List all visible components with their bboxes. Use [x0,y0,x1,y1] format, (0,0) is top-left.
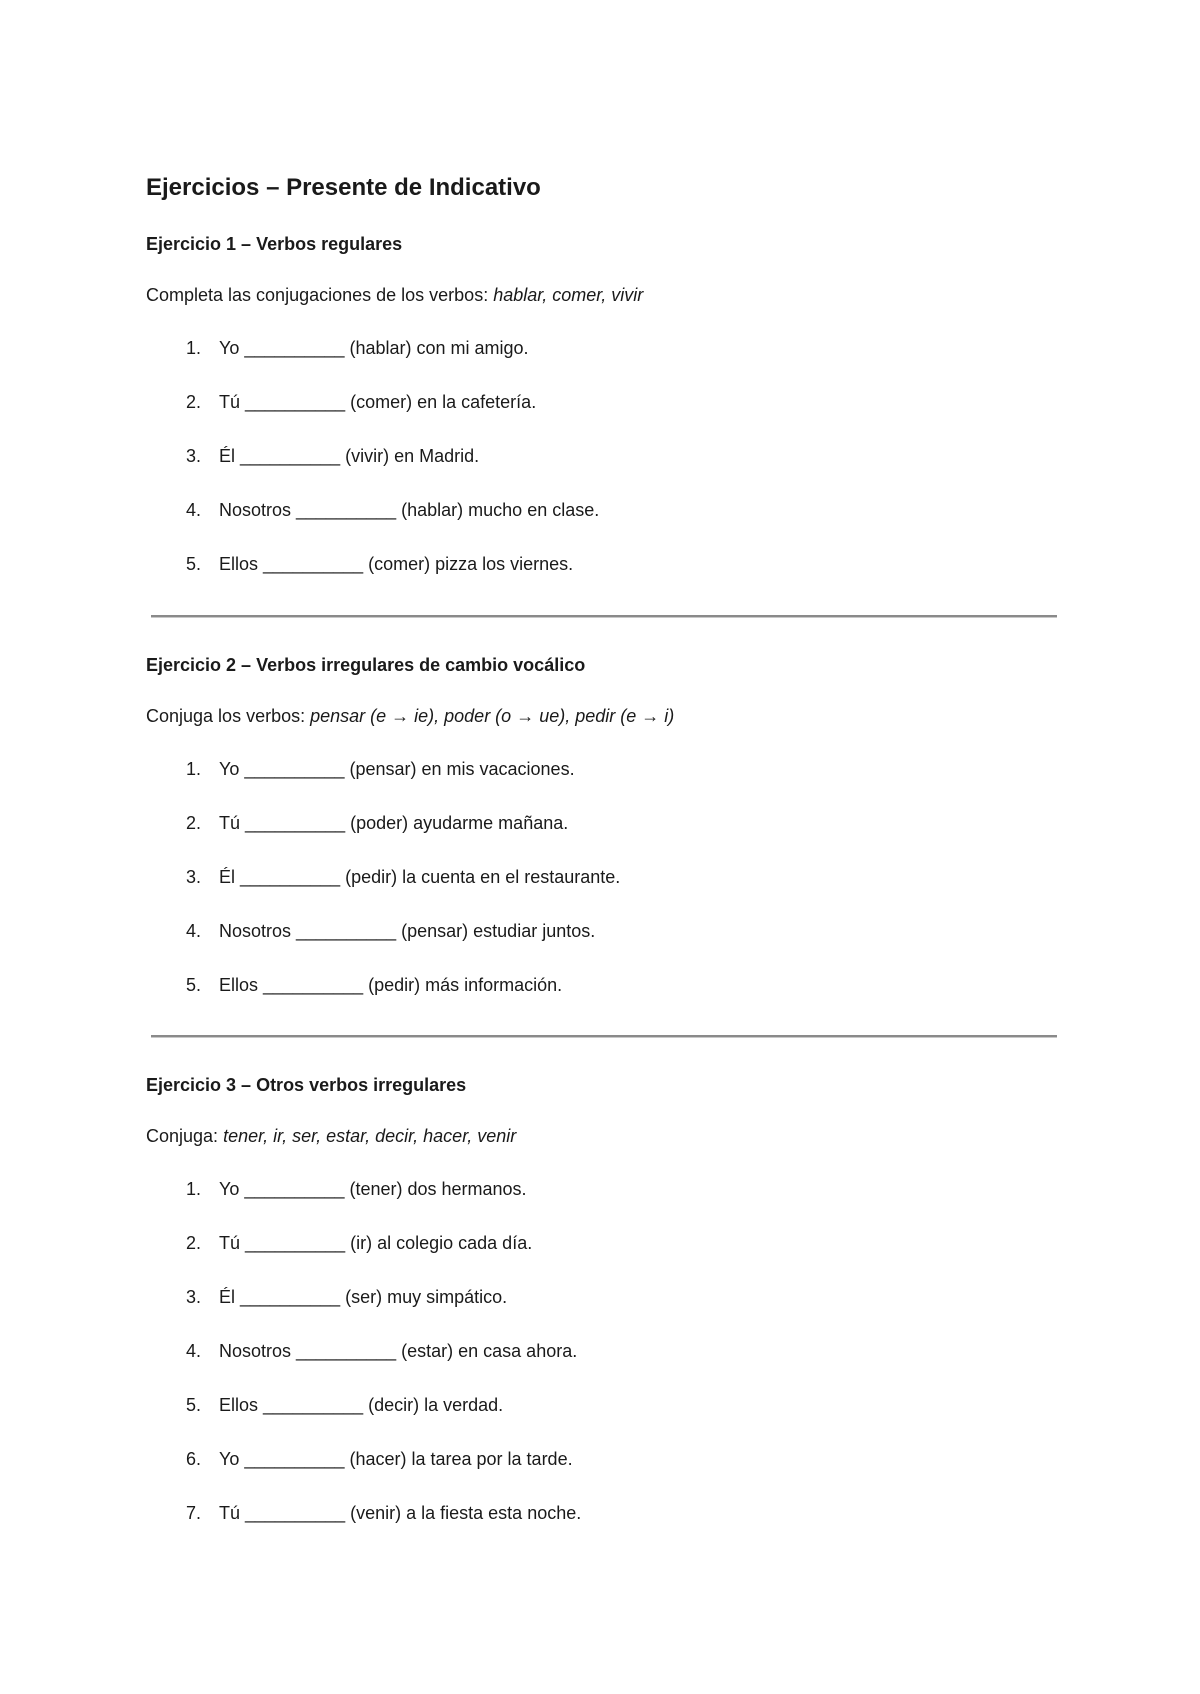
item-number: 2. [185,392,201,412]
exercise-3 [146,1073,1066,1525]
list-item [146,1393,1066,1417]
exercise-2-heading: Ejercicio 2 – Verbos irregulares de cambio vocálico [146,655,586,675]
list-item [146,1339,1066,1363]
item-sentence: Yo __________ (tener) dos hermanos. [219,1179,527,1199]
item-sentence: Él __________ (ser) muy simpático. [219,1287,508,1307]
list-item [146,1501,1066,1525]
exercise-1 [146,232,1066,576]
list-item [146,1177,1066,1201]
item-number: 1. [185,1179,201,1199]
exercise-3-heading: Ejercicio 3 – Otros verbos irregulares [146,1075,467,1095]
list-item [146,973,1066,997]
exercise-3-instructions [146,1124,1066,1148]
item-number: 2. [185,1233,201,1253]
instruction-text: Conjuga: [146,1126,224,1146]
item-sentence: Yo __________ (hacer) la tarea por la tarde. [219,1449,573,1469]
list-item [146,1447,1066,1471]
list-item [146,552,1066,576]
item-number: 6. [185,1449,201,1469]
item-number: 3. [185,446,201,466]
exercise-1-instructions [146,283,1066,307]
item-sentence: Nosotros __________ (hablar) mucho en clase. [219,500,600,520]
instruction-text: Conjuga los verbos: [146,706,311,726]
item-sentence: Ellos __________ (decir) la verdad. [219,1395,504,1415]
instruction-verbs: hablar, comer, vivir [493,285,644,305]
item-sentence: Tú __________ (comer) en la cafetería. [219,392,537,412]
list-item [146,919,1066,943]
item-number: 4. [185,500,201,520]
item-sentence: Nosotros __________ (estar) en casa ahora. [219,1341,578,1361]
section-divider [151,1035,1057,1038]
exercise-1-list [146,336,1066,576]
item-number: 3. [185,867,201,887]
item-number: 7. [185,1503,201,1523]
item-sentence: Tú __________ (poder) ayudarme mañana. [219,813,569,833]
item-number: 5. [185,1395,201,1415]
list-item [146,390,1066,414]
item-number: 3. [185,1287,201,1307]
item-sentence: Él __________ (pedir) la cuenta en el restaurante. [219,867,621,887]
item-sentence: Ellos __________ (pedir) más información. [219,975,563,995]
list-item [146,865,1066,889]
item-number: 1. [185,759,201,779]
item-sentence: Tú __________ (ir) al colegio cada día. [219,1233,533,1253]
item-number: 4. [185,1341,201,1361]
instruction-verbs: tener, ir, ser, estar, decir, hacer, venir [223,1126,517,1146]
exercise-3-list [146,1177,1066,1525]
exercise-2-instructions [146,704,1066,728]
list-item [146,757,1066,781]
item-number: 2. [185,813,201,833]
list-item [146,444,1066,468]
item-sentence: Ellos __________ (comer) pizza los viernes. [219,554,574,574]
item-sentence: Nosotros __________ (pensar) estudiar juntos. [219,921,596,941]
item-sentence: Yo __________ (pensar) en mis vacaciones. [219,759,575,779]
item-number: 5. [185,554,201,574]
item-number: 1. [185,338,201,358]
instruction-verbs: pensar (e → ie), poder (o → ue), pedir (e → i) [310,706,675,726]
list-item [146,1285,1066,1309]
list-item [146,498,1066,522]
item-sentence: Tú __________ (venir) a la fiesta esta noche. [219,1503,582,1523]
item-number: 5. [185,975,201,995]
item-number: 4. [185,921,201,941]
instruction-text: Completa las conjugaciones de los verbos: [146,285,494,305]
list-item [146,1231,1066,1255]
exercise-2-list [146,757,1066,997]
list-item [146,336,1066,360]
item-sentence: Él __________ (vivir) en Madrid. [219,446,480,466]
page-title: Ejercicios – Presente de Indicativo [146,174,541,201]
exercise-2 [146,653,1066,997]
section-divider [151,615,1057,618]
list-item [146,811,1066,835]
exercise-1-heading: Ejercicio 1 – Verbos regulares [146,234,403,254]
item-sentence: Yo __________ (hablar) con mi amigo. [219,338,529,358]
